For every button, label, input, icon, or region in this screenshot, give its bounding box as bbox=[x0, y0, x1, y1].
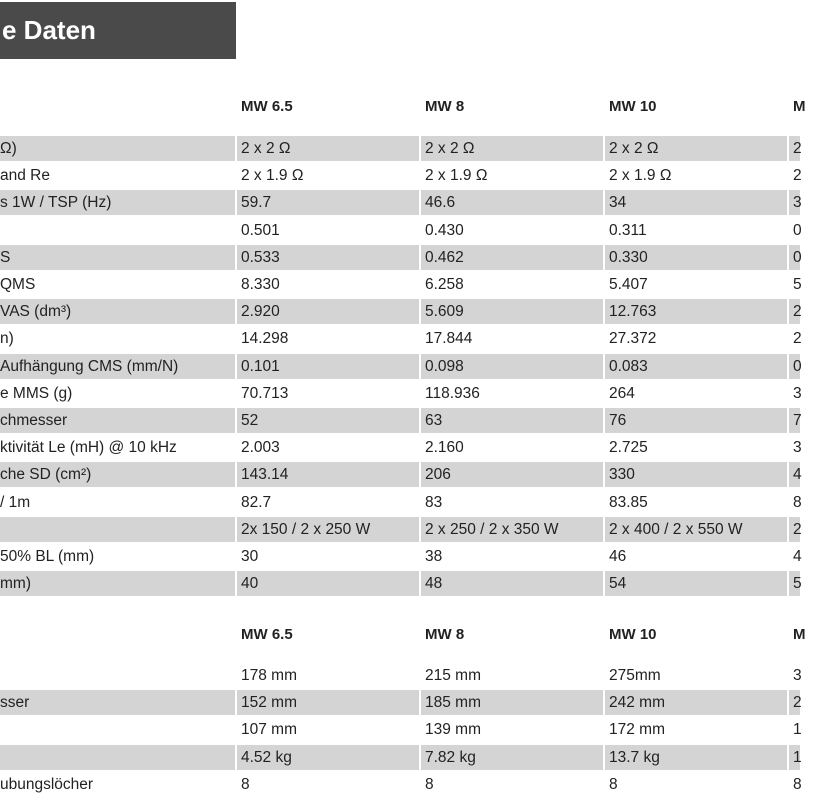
value-mw-10: 46 bbox=[609, 548, 627, 565]
row-label bbox=[0, 663, 236, 688]
table-row bbox=[0, 245, 800, 270]
table-row bbox=[0, 190, 800, 215]
row-label: sser bbox=[0, 694, 30, 711]
row-label: VAS (dm³) bbox=[0, 303, 72, 320]
column-header bbox=[0, 622, 236, 647]
row-label: e MMS (g) bbox=[0, 385, 73, 402]
value-m-partial: 2 bbox=[793, 330, 802, 347]
value-mw-6-5: 30 bbox=[241, 548, 259, 565]
row-label: s 1W / TSP (Hz) bbox=[0, 194, 112, 211]
value-mw-10: 242 mm bbox=[609, 694, 665, 711]
value-mw-6-5: 14.298 bbox=[241, 330, 289, 347]
value-mw-8: 8 bbox=[425, 776, 434, 793]
value-mw-8: 63 bbox=[425, 412, 443, 429]
value-m-partial: 1 bbox=[793, 721, 802, 738]
value-mw-6-5: 107 mm bbox=[241, 721, 297, 738]
value-mw-8: 2.160 bbox=[425, 439, 464, 456]
column-header bbox=[0, 94, 236, 119]
table-row bbox=[0, 717, 800, 742]
value-mw-6-5: 8 bbox=[241, 776, 250, 793]
value-mw-6-5: 2x 150 / 2 x 250 W bbox=[241, 521, 371, 538]
value-m-partial: 1 bbox=[793, 749, 802, 766]
column-header: M bbox=[793, 98, 806, 115]
row-label: mm) bbox=[0, 575, 31, 592]
value-mw-10: 0.330 bbox=[609, 249, 648, 266]
table-row bbox=[0, 663, 800, 688]
value-m-partial: 8 bbox=[793, 494, 802, 511]
value-m-partial: 3 bbox=[793, 667, 802, 684]
column-header: MW 10 bbox=[609, 98, 657, 115]
value-mw-10: 2 x 400 / 2 x 550 W bbox=[609, 521, 743, 538]
value-mw-8: 46.6 bbox=[425, 194, 456, 211]
value-mw-6-5: 152 mm bbox=[241, 694, 297, 711]
value-mw-6-5: 178 mm bbox=[241, 667, 297, 684]
row-label: Ω) bbox=[0, 140, 17, 157]
value-mw-6-5: 2.003 bbox=[241, 439, 280, 456]
value-m-partial: 0 bbox=[793, 222, 802, 239]
column-header: MW 6.5 bbox=[241, 98, 293, 115]
value-m-partial: 8 bbox=[793, 776, 802, 793]
value-mw-8: 139 mm bbox=[425, 721, 481, 738]
table-row bbox=[0, 136, 800, 161]
value-mw-8: 6.258 bbox=[425, 276, 464, 293]
value-mw-6-5: 40 bbox=[241, 575, 259, 592]
value-mw-10: 12.763 bbox=[609, 303, 657, 320]
value-mw-6-5: 52 bbox=[241, 412, 259, 429]
table-row bbox=[0, 517, 800, 542]
value-mw-10: 13.7 kg bbox=[609, 749, 660, 766]
value-mw-6-5: 0.533 bbox=[241, 249, 280, 266]
value-mw-10: 5.407 bbox=[609, 276, 648, 293]
value-mw-6-5: 70.713 bbox=[241, 385, 289, 402]
table-row bbox=[0, 299, 800, 324]
table-row bbox=[0, 435, 800, 460]
table-row bbox=[0, 544, 800, 569]
table-row bbox=[0, 163, 800, 188]
row-label bbox=[0, 745, 236, 770]
row-label: 50% BL (mm) bbox=[0, 548, 95, 565]
value-mw-8: 0.098 bbox=[425, 358, 464, 375]
row-label: and Re bbox=[0, 167, 50, 184]
table-row bbox=[0, 462, 800, 487]
value-mw-6-5: 143.14 bbox=[241, 466, 289, 483]
table-row bbox=[0, 381, 800, 406]
row-label: / 1m bbox=[0, 494, 31, 511]
value-mw-8: 17.844 bbox=[425, 330, 473, 347]
value-mw-6-5: 0.501 bbox=[241, 222, 280, 239]
row-label: ubungslöcher bbox=[0, 776, 94, 793]
value-mw-6-5: 2 x 1.9 Ω bbox=[241, 167, 304, 184]
value-mw-6-5: 2.920 bbox=[241, 303, 280, 320]
value-mw-8: 0.462 bbox=[425, 249, 464, 266]
section-title: e Daten bbox=[0, 2, 236, 59]
value-mw-10: 264 bbox=[609, 385, 635, 402]
value-m-partial: 2 bbox=[793, 167, 802, 184]
row-label: ktivität Le (mH) @ 10 kHz bbox=[0, 439, 177, 456]
value-mw-10: 0.083 bbox=[609, 358, 648, 375]
value-mw-10: 172 mm bbox=[609, 721, 665, 738]
value-mw-10: 2 x 2 Ω bbox=[609, 140, 659, 157]
table-row bbox=[0, 745, 800, 770]
value-mw-10: 330 bbox=[609, 466, 635, 483]
row-label: S bbox=[0, 249, 11, 266]
value-mw-8: 206 bbox=[425, 466, 451, 483]
value-mw-8: 2 x 250 / 2 x 350 W bbox=[425, 521, 559, 538]
row-label: che SD (cm²) bbox=[0, 466, 92, 483]
column-header: MW 10 bbox=[609, 626, 657, 643]
value-mw-8: 118.936 bbox=[425, 385, 480, 402]
value-mw-6-5: 2 x 2 Ω bbox=[241, 140, 291, 157]
table-row bbox=[0, 690, 800, 715]
column-header: MW 8 bbox=[425, 98, 465, 115]
value-m-partial: 3 bbox=[793, 385, 802, 402]
value-m-partial: 0 bbox=[793, 249, 802, 266]
value-m-partial: 2 bbox=[793, 521, 802, 538]
value-mw-10: 76 bbox=[609, 412, 627, 429]
value-m-partial: 2 bbox=[793, 140, 802, 157]
table-row bbox=[0, 772, 800, 797]
value-m-partial: 2 bbox=[793, 303, 802, 320]
value-mw-10: 275mm bbox=[609, 667, 661, 684]
value-mw-8: 2 x 1.9 Ω bbox=[425, 167, 488, 184]
value-m-partial: 3 bbox=[793, 194, 802, 211]
value-mw-10: 0.311 bbox=[609, 222, 647, 239]
value-mw-6-5: 82.7 bbox=[241, 494, 272, 511]
row-label: QMS bbox=[0, 276, 36, 293]
value-mw-8: 7.82 kg bbox=[425, 749, 476, 766]
table-row bbox=[0, 408, 800, 433]
value-m-partial: 0 bbox=[793, 358, 802, 375]
value-m-partial: 5 bbox=[793, 276, 802, 293]
value-mw-8: 2 x 2 Ω bbox=[425, 140, 475, 157]
value-m-partial: 3 bbox=[793, 439, 802, 456]
table-row bbox=[0, 354, 800, 379]
row-label: chmesser bbox=[0, 412, 68, 429]
value-mw-10: 2 x 1.9 Ω bbox=[609, 167, 672, 184]
table-row bbox=[0, 272, 800, 297]
value-mw-8: 48 bbox=[425, 575, 443, 592]
value-mw-6-5: 0.101 bbox=[241, 358, 280, 375]
value-m-partial: 4 bbox=[793, 548, 802, 565]
value-mw-8: 185 mm bbox=[425, 694, 481, 711]
value-mw-8: 38 bbox=[425, 548, 443, 565]
value-m-partial: 5 bbox=[793, 575, 802, 592]
value-mw-8: 5.609 bbox=[425, 303, 464, 320]
table-row bbox=[0, 490, 800, 515]
value-mw-6-5: 8.330 bbox=[241, 276, 280, 293]
value-mw-6-5: 4.52 kg bbox=[241, 749, 292, 766]
value-mw-10: 34 bbox=[609, 194, 627, 211]
value-mw-10: 8 bbox=[609, 776, 618, 793]
table-row bbox=[0, 218, 800, 243]
row-label: Aufhängung CMS (mm/N) bbox=[0, 358, 179, 375]
value-mw-8: 0.430 bbox=[425, 222, 464, 239]
value-mw-10: 2.725 bbox=[609, 439, 648, 456]
value-mw-6-5: 59.7 bbox=[241, 194, 272, 211]
value-mw-8: 83 bbox=[425, 494, 443, 511]
row-label: n) bbox=[0, 330, 14, 347]
row-label bbox=[0, 517, 236, 542]
table-header-row bbox=[0, 94, 806, 119]
column-header: MW 6.5 bbox=[241, 626, 293, 643]
value-m-partial: 2 bbox=[793, 694, 802, 711]
value-m-partial: 7 bbox=[793, 412, 802, 429]
column-header: MW 8 bbox=[425, 626, 465, 643]
table-row bbox=[0, 571, 800, 596]
row-label bbox=[0, 218, 236, 243]
value-mw-8: 215 mm bbox=[425, 667, 481, 684]
value-mw-10: 27.372 bbox=[609, 330, 657, 347]
table-header-row bbox=[0, 622, 806, 647]
value-mw-10: 83.85 bbox=[609, 494, 648, 511]
table-row bbox=[0, 326, 800, 351]
value-m-partial: 4 bbox=[793, 466, 802, 483]
column-header: M bbox=[793, 626, 806, 643]
value-mw-10: 54 bbox=[609, 575, 627, 592]
row-label bbox=[0, 717, 236, 742]
